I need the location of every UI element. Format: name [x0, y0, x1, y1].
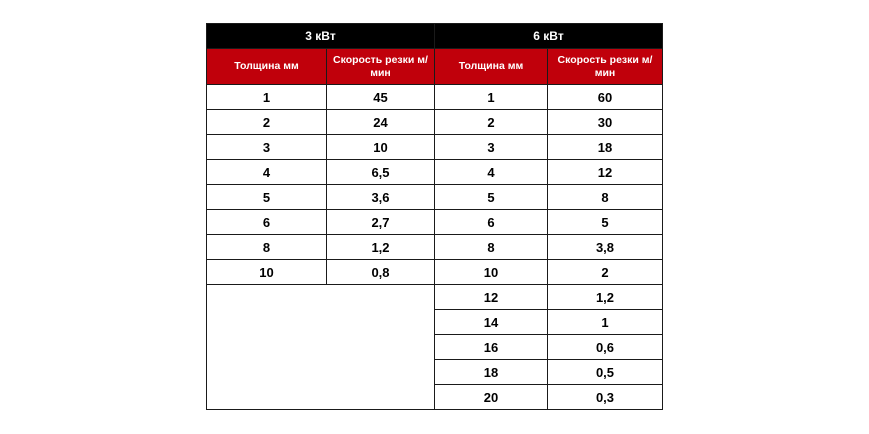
thickness-cell-6kw: 14 [435, 310, 548, 335]
table-row [207, 285, 663, 310]
thickness-cell-6kw: 20 [435, 385, 548, 410]
speed-cell-3kw: 0,8 [327, 260, 435, 285]
thickness-cell-6kw: 4 [435, 160, 548, 185]
table-row [207, 260, 663, 285]
speed-cell-6kw: 30 [548, 110, 663, 135]
power-6kw-header: 6 кВт [435, 24, 663, 49]
thickness-cell-3kw: 1 [207, 85, 327, 110]
speed-cell-3kw: 1,2 [327, 235, 435, 260]
speed-cell-6kw: 0,5 [548, 360, 663, 385]
thickness-cell-6kw: 12 [435, 285, 548, 310]
thickness-cell-6kw: 18 [435, 360, 548, 385]
thickness-cell-6kw: 5 [435, 185, 548, 210]
thickness-cell-6kw: 16 [435, 335, 548, 360]
speed-cell-6kw: 18 [548, 135, 663, 160]
speed-cell-6kw: 60 [548, 85, 663, 110]
thickness-cell-3kw: 10 [207, 260, 327, 285]
speed-header-6kw: Скорость резки м/мин [548, 49, 663, 85]
thickness-cell-6kw: 3 [435, 135, 548, 160]
cutting-speed-table [206, 23, 663, 410]
table-row [207, 160, 663, 185]
thickness-cell-3kw: 2 [207, 110, 327, 135]
column-header-row [207, 49, 663, 85]
table-row [207, 185, 663, 210]
power-3kw-header: 3 кВт [207, 24, 435, 49]
speed-cell-6kw: 3,8 [548, 235, 663, 260]
empty-3kw-area [207, 285, 435, 410]
speed-header-3kw: Скорость резки м/мин [327, 49, 435, 85]
speed-cell-6kw: 1,2 [548, 285, 663, 310]
table-row [207, 210, 663, 235]
thickness-cell-6kw: 2 [435, 110, 548, 135]
thickness-cell-3kw: 8 [207, 235, 327, 260]
thickness-header-6kw: Толщина мм [435, 49, 548, 85]
speed-cell-3kw: 45 [327, 85, 435, 110]
thickness-cell-3kw: 6 [207, 210, 327, 235]
thickness-cell-6kw: 10 [435, 260, 548, 285]
speed-cell-3kw: 2,7 [327, 210, 435, 235]
speed-cell-3kw: 10 [327, 135, 435, 160]
speed-cell-6kw: 2 [548, 260, 663, 285]
thickness-cell-6kw: 6 [435, 210, 548, 235]
speed-cell-6kw: 12 [548, 160, 663, 185]
thickness-cell-3kw: 3 [207, 135, 327, 160]
power-header-row [207, 24, 663, 49]
thickness-header-3kw: Толщина мм [207, 49, 327, 85]
speed-cell-6kw: 5 [548, 210, 663, 235]
table-row [207, 235, 663, 260]
thickness-cell-3kw: 4 [207, 160, 327, 185]
speed-cell-6kw: 8 [548, 185, 663, 210]
speed-cell-3kw: 3,6 [327, 185, 435, 210]
thickness-cell-6kw: 1 [435, 85, 548, 110]
speed-cell-3kw: 6,5 [327, 160, 435, 185]
thickness-cell-3kw: 5 [207, 185, 327, 210]
speed-cell-6kw: 0,3 [548, 385, 663, 410]
table-row [207, 135, 663, 160]
table-row [207, 85, 663, 110]
speed-cell-6kw: 0,6 [548, 335, 663, 360]
speed-cell-6kw: 1 [548, 310, 663, 335]
speed-cell-3kw: 24 [327, 110, 435, 135]
thickness-cell-6kw: 8 [435, 235, 548, 260]
table-row [207, 110, 663, 135]
